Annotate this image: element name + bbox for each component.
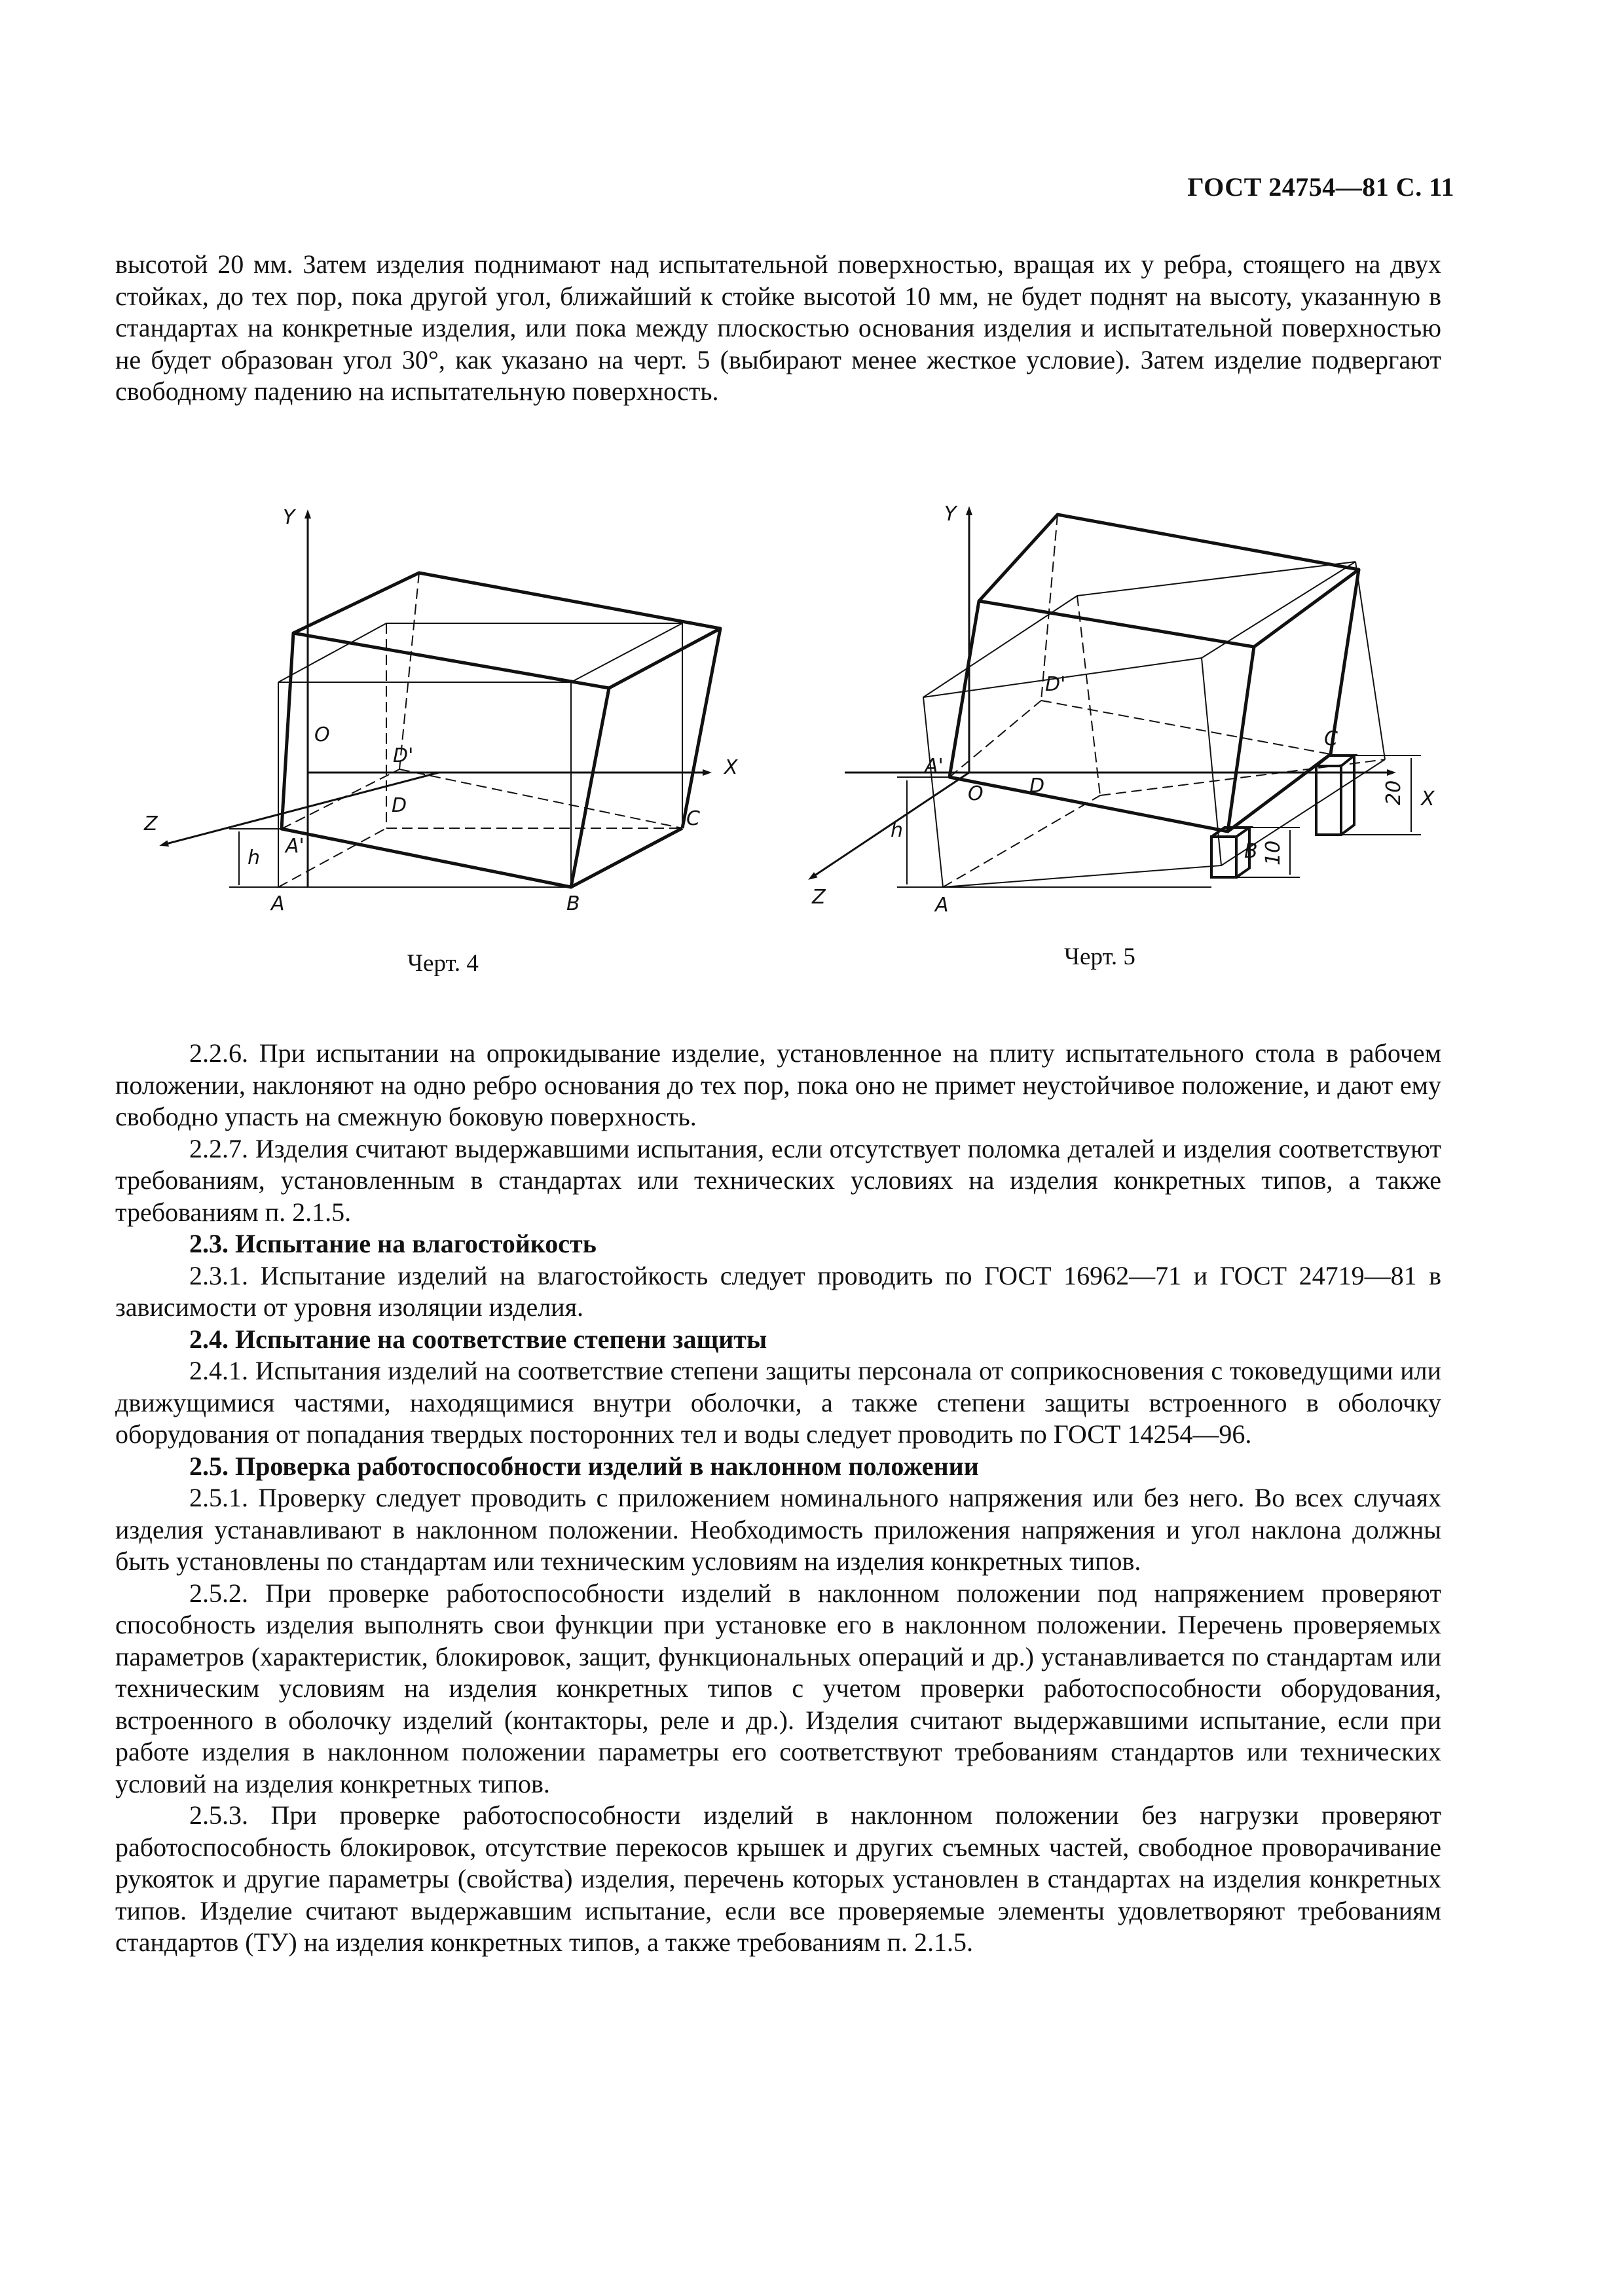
paragraph-2-3-1: 2.3.1. Испытание изделий на влагостойкость следует проводить по ГОСТ 16962—71 и ГОСТ 24719—81 в зависимости от уровня изоляции изделия. (115, 1260, 1441, 1322)
figure-4-drawing (131, 484, 773, 930)
running-header: ГОСТ 24754—81 С. 11 (1187, 172, 1454, 202)
intro-paragraph: высотой 20 мм. Затем изделия поднимают над испытательной поверхностью, вращая их у ребра, стоящего на двух стойках, до тех пор, пока другой угол, ближайший к стойке высотой 10 мм, не будет поднят на высоту, указанную в стандартах на конкретные изделия, или пока между плоскостью основания изделия и испытательной поверхностью не будет образован угол 30°, как указано на черт. 5 (выбирают менее жесткое условие). Затем изделие подвергают свободному падению на испытательную поверхность. (115, 249, 1441, 406)
paragraph-2-5-2: 2.5.2. При проверке работоспособности изделий в наклонном положении под напряжением проверяют способность изделия выполнять свои функции при установке его в наклонном положении. Перечень проверяемых параметров (характеристик, блокировок, защит, функциональных операций и др.) устанавливается по стандартам или техническим условиям на изделия конкретных типов с учетом проверки работоспособности оборудования, встроенного в оболочку изделий (контакторы, реле и др.). Изделия считают выдержавшими испытание, если при работе изделия в наклонном положении параметры его соответствуют требованиям стандартов или технических условий на изделия конкретных типов. (115, 1578, 1441, 1798)
fig5-label-y: Y (944, 503, 957, 526)
figure-5-drawing (792, 484, 1447, 930)
fig4-label-d-prime: D' (393, 744, 414, 767)
fig4-label-h: h (248, 847, 261, 869)
paragraph-2-5-1: 2.5.1. Проверку следует проводить с приложением номинального напряжения или без него. Во всех случаях изделия устанавливают в наклонном положении. Необходимость приложения напряжения и угол наклона должны быть установлены по стандартам или техническим условиям на изделия конкретных типов. (115, 1483, 1441, 1576)
fig5-label-10: 10 (1262, 840, 1285, 866)
fig5-label-x: X (1421, 788, 1435, 811)
fig4-label-a: A (271, 892, 285, 915)
fig4-label-c: C (686, 807, 700, 830)
section-heading-2-3: 2.3. Испытание на влагостойкость (189, 1229, 597, 1258)
intro-paragraph-block (115, 249, 1441, 408)
fig4-label-x: X (724, 756, 738, 779)
paragraph-2-2-6: 2.2.6. При испытании на опрокидывание изделие, установленное на плиту испытательного стола в рабочем положении, наклоняют на одно ребро основания до тех пор, пока оно не примет неустойчивое положение, и дают ему свободно упасть на смежную боковую поверхность. (115, 1038, 1441, 1131)
fig4-label-b: B (566, 892, 580, 915)
fig4-label-d: D (392, 794, 407, 817)
fig4-label-y: Y (283, 506, 295, 529)
section-heading-2-4: 2.4. Испытание на соответствие степени защиты (189, 1324, 767, 1354)
fig5-label-d: D (1029, 774, 1045, 797)
fig5-label-a: A (935, 894, 949, 917)
fig5-label-c: C (1324, 727, 1338, 750)
fig4-label-z: Z (144, 812, 158, 835)
fig5-label-z: Z (812, 886, 826, 909)
fig5-label-o: O (968, 782, 984, 805)
fig5-label-h: h (891, 819, 904, 842)
paragraph-2-4-1: 2.4.1. Испытания изделий на соответствие степени защиты персонала от соприкосновения с токоведущими или движущимися частями, находящимися внутри оболочки, а также степени защиты встроенного в оболочку оборудования от попадания твердых посторонних тел и воды следует проводить по ГОСТ 14254—96. (115, 1356, 1441, 1449)
figure-5-caption: Черт. 5 (1064, 943, 1135, 970)
fig5-label-d-prime: D' (1045, 673, 1066, 696)
fig5-label-a-prime: A' (925, 755, 944, 778)
fig5-label-20: 20 (1382, 780, 1405, 805)
section-heading-2-5: 2.5. Проверка работоспособности изделий в наклонном положении (189, 1451, 979, 1481)
figure-4-caption: Черт. 4 (407, 950, 479, 977)
body-text (115, 1038, 1441, 1959)
paragraph-2-2-7: 2.2.7. Изделия считают выдержавшими испытания, если отсутствует поломка деталей и изделия соответствуют требованиям, установленным в стандартах или технических условиях на изделия конкретных типов, а также требованиям п. 2.1.5. (115, 1133, 1441, 1227)
fig4-label-o: O (314, 723, 330, 746)
fig4-label-a-prime: A' (286, 835, 304, 858)
fig5-label-b: B (1244, 840, 1258, 863)
paragraph-2-5-3: 2.5.3. При проверке работоспособности изделий в наклонном положении без нагрузки проверяют работоспособность блокировок, отсутствие перекосов крышек и других съемных частей, свободное проворачивание рукояток и другие параметры (свойства) изделия, перечень которых установлен в стандартах на изделия конкретных типов. Изделие считают выдержавшим испытание, если все проверяемые элементы удовлетворяют требованиям стандартов (ТУ) на изделия конкретных типов, а также требованиям п. 2.1.5. (115, 1800, 1441, 1957)
